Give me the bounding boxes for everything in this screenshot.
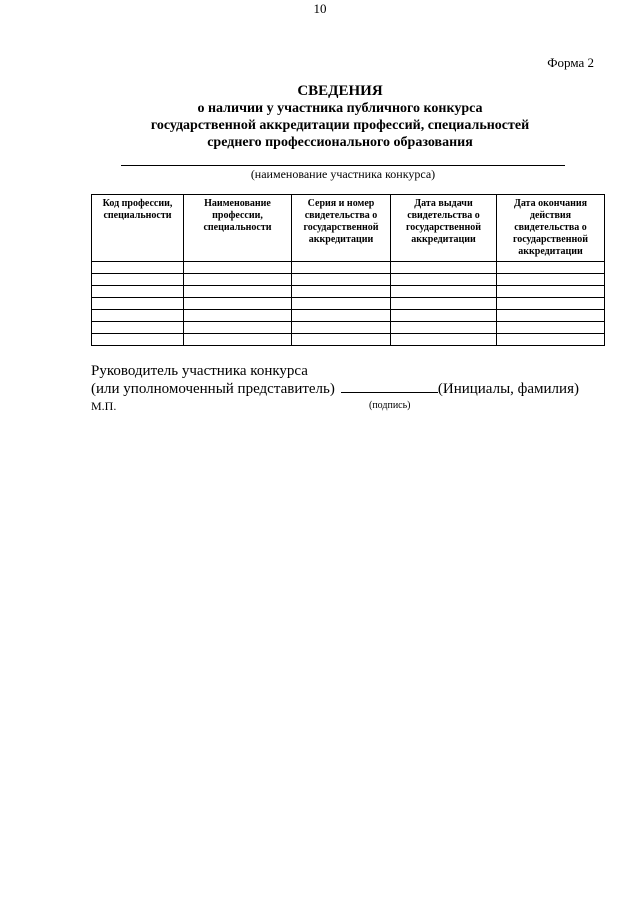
- table-body: [92, 262, 605, 346]
- stamp-place-label: М.П.: [91, 399, 117, 413]
- table-cell[interactable]: [391, 298, 497, 310]
- footer-head-label: Руководитель участника конкурса: [91, 363, 308, 379]
- table-cell[interactable]: [292, 286, 391, 298]
- table-cell[interactable]: [391, 310, 497, 322]
- header-issue-date: Дата выдачи свидетельства о государственной аккредитации: [391, 195, 497, 262]
- table-cell[interactable]: [92, 262, 184, 274]
- signature-blank-line[interactable]: [341, 380, 438, 393]
- document-title: [40, 82, 640, 151]
- table-cell[interactable]: [391, 274, 497, 286]
- table-cell[interactable]: [497, 286, 605, 298]
- table-row: [92, 262, 605, 274]
- table-cell[interactable]: [184, 286, 292, 298]
- initials-label: (Инициалы, фамилия): [437, 381, 579, 397]
- header-code: Код профессии, специальности: [92, 195, 184, 262]
- table-cell[interactable]: [292, 310, 391, 322]
- table-row: [92, 310, 605, 322]
- table-cell[interactable]: [92, 274, 184, 286]
- table-cell[interactable]: [391, 262, 497, 274]
- table-cell[interactable]: [184, 334, 292, 346]
- table-cell[interactable]: [391, 286, 497, 298]
- title-line-2: государственной аккредитации профессий, специальностей: [150, 118, 530, 133]
- accreditation-table: [91, 194, 605, 346]
- form-label: Форма 2: [547, 55, 594, 70]
- table-cell[interactable]: [391, 322, 497, 334]
- table-cell[interactable]: [92, 298, 184, 310]
- header-certificate-number: Серия и номер свидетельства о государственной аккредитации: [292, 195, 391, 262]
- table-cell[interactable]: [497, 322, 605, 334]
- header-name: Наименование профессии, специальности: [184, 195, 292, 262]
- page-number: 10: [313, 1, 327, 16]
- table-cell[interactable]: [184, 310, 292, 322]
- table-cell[interactable]: [497, 298, 605, 310]
- table-cell[interactable]: [292, 262, 391, 274]
- table-cell[interactable]: [92, 310, 184, 322]
- participant-name-caption: (наименование участника конкурса): [250, 167, 436, 181]
- table-cell[interactable]: [497, 274, 605, 286]
- table-cell[interactable]: [92, 286, 184, 298]
- signature-caption: (подпись): [369, 400, 411, 411]
- table-row: [92, 274, 605, 286]
- table-cell[interactable]: [292, 334, 391, 346]
- table-cell[interactable]: [292, 322, 391, 334]
- table-row: [92, 286, 605, 298]
- table-row: [92, 322, 605, 334]
- table-cell[interactable]: [92, 322, 184, 334]
- table-cell[interactable]: [292, 274, 391, 286]
- title-line-1: о наличии у участника публичного конкурса: [197, 101, 483, 116]
- table-header-row: [92, 195, 605, 262]
- table-cell[interactable]: [184, 274, 292, 286]
- table-cell[interactable]: [497, 310, 605, 322]
- table-row: [92, 298, 605, 310]
- title-main: СВЕДЕНИЯ: [297, 83, 383, 99]
- table-cell[interactable]: [92, 334, 184, 346]
- participant-name-line: [121, 165, 565, 166]
- table-cell[interactable]: [292, 298, 391, 310]
- table-cell[interactable]: [184, 298, 292, 310]
- footer-representative-line: [91, 380, 579, 398]
- table-cell[interactable]: [497, 262, 605, 274]
- table-row: [92, 334, 605, 346]
- header-expiry-date: Дата окончания действия свидетельства о государственной аккредитации: [497, 195, 605, 262]
- table-cell[interactable]: [184, 262, 292, 274]
- representative-label: (или уполномоченный представитель): [91, 381, 335, 397]
- table-cell[interactable]: [391, 334, 497, 346]
- title-line-3: среднего профессионального образования: [207, 135, 473, 150]
- table-cell[interactable]: [184, 322, 292, 334]
- table-cell[interactable]: [497, 334, 605, 346]
